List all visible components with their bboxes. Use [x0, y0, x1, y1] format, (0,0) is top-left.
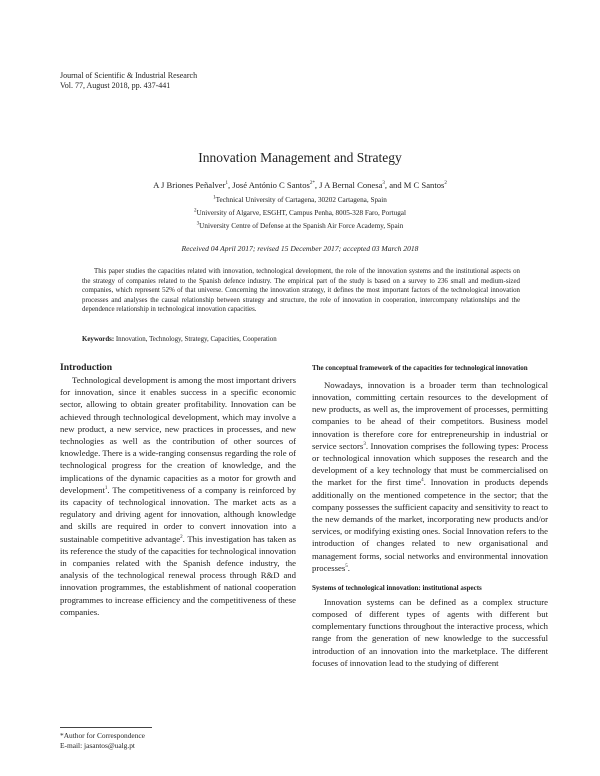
author-3: J A Bernal Conesa — [319, 180, 383, 190]
author-separator: , — [314, 180, 320, 190]
journal-name: Journal of Scientific & Industrial Research — [60, 71, 198, 80]
footnote-divider — [60, 727, 152, 728]
author-list — [0, 180, 600, 190]
section-heading-systems: Systems of technological innovation: institutional aspects — [312, 584, 482, 593]
journal-header — [60, 71, 197, 91]
affiliation-1: $^1$Technical University of Cartagena, 30202 Cartagena, Spain — [213, 195, 387, 204]
affiliation-2: $^2$University of Algarve, ESGHT, Campus Penha, 8005-328 Faro, Portugal — [194, 208, 406, 217]
author-3-affil: 3 — [382, 181, 385, 187]
correspondence-email: E-mail: jasantos@ualg.pt — [60, 741, 135, 750]
author-separator: , — [227, 180, 233, 190]
footnote — [60, 731, 145, 751]
keywords — [82, 336, 520, 343]
received-dates: Received 04 April 2017; revised 15 December 2017; accepted 03 March 2018 — [181, 244, 419, 253]
abstract: This paper studies the capacities related with innovation, technological development, the role of the innovation systems and the institutional aspects on the strategy of companies related to the Spanish defence industry. The empirical part of the study is based on a survey to 236 small and medium-sized companies, which represent 52% of that universe. Concerning the innovation strategy, it defines the most important factors of the technological innovation processes and analyses the causal relationship between strategy and structure, the role of innovation in cooperation, intercompany relationships and the dependence relationship in technological innovation capacities. — [82, 268, 520, 313]
intro-heading: Introduction — [60, 362, 113, 373]
intro-paragraph: Technological development is among the most important drivers for innovation, since it enables success in a specific economic sector, allowing to obtain greater profitability. Innovation can be achieved through technological development, which may involve a new product, a new service, new practices in processes, and new technologies as well as the contribution of other sources of knowledge. There is a wide-ranging consensus regarding the role of technological progress for the creation of knowledge, and the implications of the dynamic capacities as a motor for growth and development$^1$. The competitiveness of a company is reinforced by its capacity of technological innovation. The market acts as a regulatory and driving agent for innovation, although knowledge and skills are required in order to convert innovation into a sustainable competitive advantage$^2$. This investigation has taken as its reference the study of the capacities for technological innovation in companies related with the Spanish defence industry, the analysis of the technological renewal process through R&D and innovation programmes, the establishment of national cooperation programmes to increase efficiency and the competitiveness of these companies. — [60, 375, 297, 617]
right-column — [312, 364, 548, 669]
correspondence-note: *Author for Correspondence — [60, 731, 145, 740]
author-2: José António C Santos — [232, 180, 310, 190]
left-column — [60, 362, 296, 618]
framework-paragraph: Nowadays, innovation is a broader term than technological innovation, committing certain resources to the development of new products, as well as, the improvement of processes, permitting companies to be ahead of their competitors. Business model innovation is therefore core for entrepreneurship in industrial or service sectors$^3$. Innovation comprises the following types: Process or technological innovation which supposes the research and the development of a key technology that must be commercialised on the market for the first time$^4$. Innovation in products depends additionally on the mentioned competence in the sector; that the company possesses the sufficient capacity and sensitivity to react to the new demands of the market, incorporating new products and/or services, or modifying existing ones. Social Innovation refers to the introduction of changes related to new organisational and management forms, social networks and environmental innovation processes$^5$. — [312, 379, 548, 573]
keywords-text: Innovation, Technology, Strategy, Capacities, Cooperation — [115, 336, 277, 343]
author-4-affil: 2 — [444, 181, 447, 187]
author-separator: , and — [384, 180, 404, 190]
affiliation-3: $^3$University Centre of Defense at the Spanish Air Force Academy, Spain — [196, 221, 404, 230]
author-2-affil: 2* — [309, 181, 315, 187]
systems-paragraph: Innovation systems can be defined as a complex structure composed of different types of agents with different but complementary functions throughout the interactive process, which range from the generation of new knowledge to the successful introduction of an innovation into the marketplace. The different focuses of innovation lead to the studying of different — [312, 596, 548, 668]
paper-title: Innovation Management and Strategy — [198, 150, 402, 165]
section-heading-framework: The conceptual framework of the capacities for technological innovation — [312, 364, 528, 372]
journal-volume: Vol. 77, August 2018, pp. 437-441 — [60, 81, 171, 90]
author-1: A J Briones Peñalver — [153, 180, 226, 190]
keywords-label: Keywords: — [82, 336, 115, 343]
author-1-affil: 1 — [225, 181, 228, 187]
author-4: M C Santos — [403, 180, 445, 190]
